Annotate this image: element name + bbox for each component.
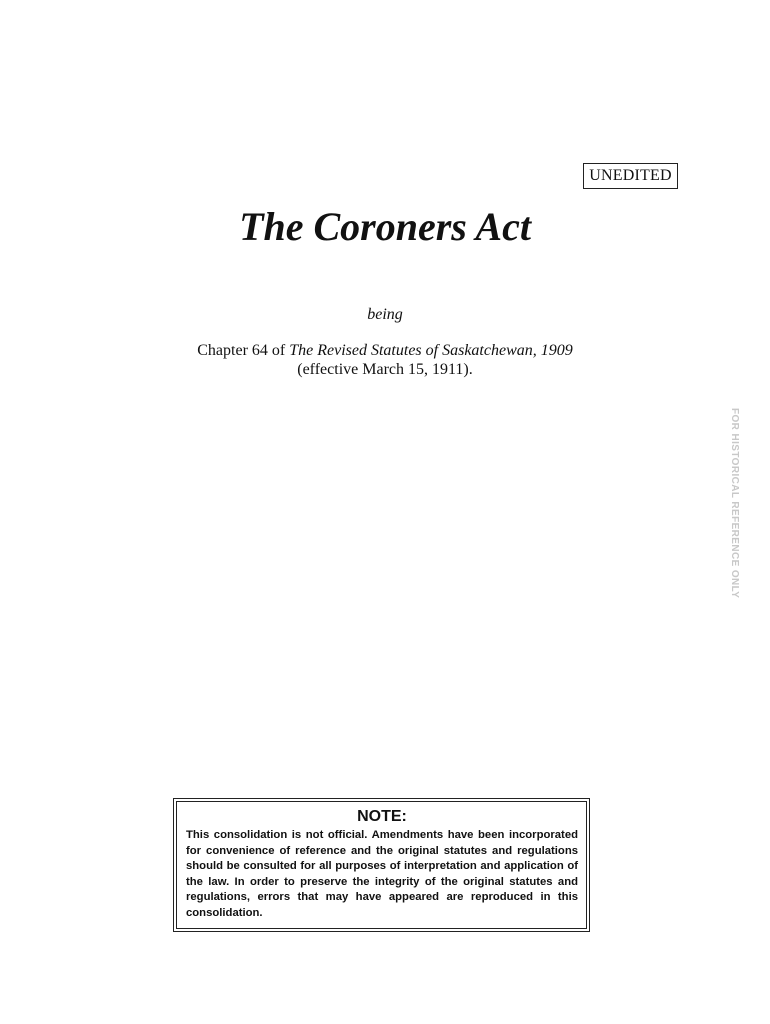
note-heading: NOTE:	[357, 808, 407, 825]
citation-statute: The Revised Statutes of Saskatchewan, 1909	[289, 342, 573, 359]
note-box	[173, 798, 590, 932]
note-body: This consolidation is not official. Amendments have been incorporated for convenience of reference and the original statutes and regulations should be consulted for all purposes of interpretation and application of the law. In order to preserve the integrity of the original statutes and regulations, errors that may have appeared are reproduced in this consolidation.	[186, 829, 578, 919]
being-text: being	[367, 306, 403, 323]
statute-citation	[0, 341, 770, 379]
citation-prefix: Chapter 64 of	[197, 342, 290, 359]
effective-date: (effective March 15, 1911).	[297, 361, 473, 378]
note-inner-frame	[176, 801, 587, 929]
document-title: The Coroners Act	[239, 204, 531, 249]
historical-reference-watermark: FOR HISTORICAL REFERENCE ONLY	[729, 408, 740, 599]
unedited-stamp	[583, 163, 678, 189]
unedited-label: UNEDITED	[589, 167, 672, 184]
citation-line	[0, 341, 770, 360]
